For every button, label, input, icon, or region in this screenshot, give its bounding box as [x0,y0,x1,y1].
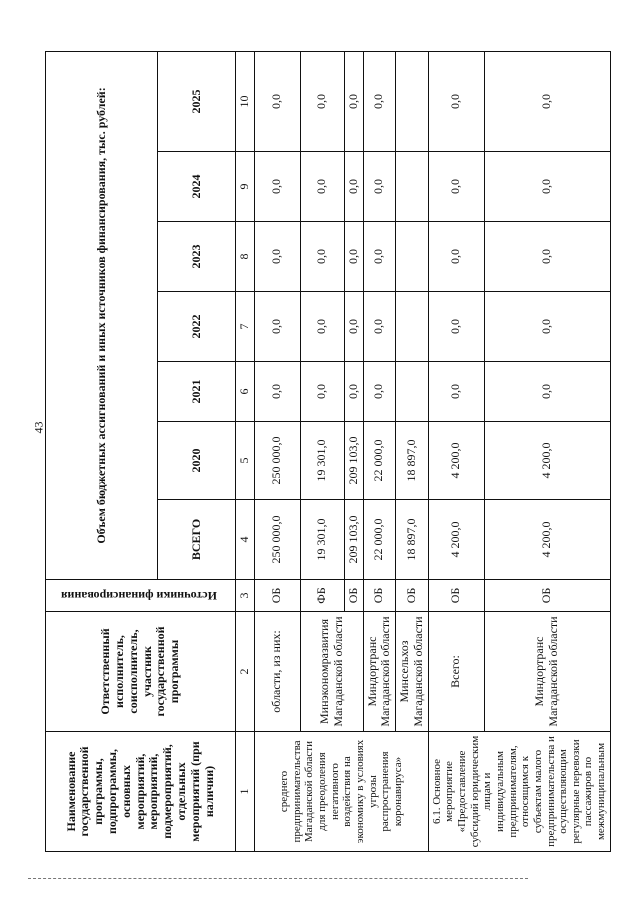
value-cell: 0,0 [484,222,610,292]
col-number: 10 [236,51,255,151]
header-responsible: Ответственный исполнитель, соисполнитель, участник государственной программы [46,612,236,732]
col-number: 1 [236,732,255,852]
responsible-cell: области, из них: [254,612,300,732]
col-number: 2 [236,612,255,732]
value-cell: 0,0 [428,51,484,151]
value-cell: 4 200,0 [428,500,484,580]
value-cell: 0,0 [344,51,363,151]
value-cell: 19 301,0 [300,422,344,500]
header-financing: Объем бюджетных ассигнований и иных источников финансирования, тыс. рублей: [46,51,158,579]
col-number: 6 [236,362,255,422]
value-cell: 0,0 [254,51,300,151]
source-cell: ОБ [428,580,484,612]
page-bottom-rule [28,878,528,879]
header-year: 2023 [158,222,236,292]
source-cell: ОБ [344,580,363,612]
value-cell: 0,0 [363,222,396,292]
value-cell: 4 200,0 [428,422,484,500]
value-cell: 18 897,0 [396,422,429,500]
responsible-cell: Миндортранс Магаданской области [363,612,396,732]
value-cell: 0,0 [428,152,484,222]
responsible-cell: Всего: [428,612,484,732]
value-cell: 209 103,0 [344,422,363,500]
table-row [300,51,344,851]
value-cell: 0,0 [484,152,610,222]
value-cell: 4 200,0 [484,422,610,500]
value-cell: 18 897,0 [396,500,429,580]
col-number: 9 [236,152,255,222]
header-source-text: Источники финансирования [60,589,217,604]
responsible-cell: Минэкономразвития Магаданской области [300,612,363,732]
col-number: 7 [236,292,255,362]
value-cell: 0,0 [300,51,344,151]
col-number: 5 [236,422,255,500]
col-number: 4 [236,500,255,580]
header-year: 2024 [158,152,236,222]
value-cell: 209 103,0 [344,500,363,580]
value-cell: 0,0 [254,152,300,222]
header-source [46,580,236,612]
header-year: 2025 [158,51,236,151]
header-year: ВСЕГО [158,500,236,580]
value-cell [396,152,429,222]
value-cell: 0,0 [363,362,396,422]
header-year: 2021 [158,362,236,422]
value-cell: 0,0 [254,222,300,292]
block2-name: 6.1. Основное мероприятие «Предоставление субсидий юридическим лицам и индивидуальным предпринимателям, относящимся к субъектам малого предпринимательства и осуществляющим регулярные перевозки пассажиров по межмуниципальным [428,732,610,852]
value-cell: 0,0 [484,362,610,422]
value-cell [396,222,429,292]
value-cell: 4 200,0 [484,500,610,580]
responsible-cell: Минсельхоз Магаданской области [396,612,429,732]
table-row [363,51,396,851]
table-row [254,51,300,851]
block1-name: среднего предпринимательства Магаданской области для преодоления негативного воздействия на экономику в условиях угрозы распространения коронавируса» [254,732,428,852]
value-cell [396,292,429,362]
source-cell: ОБ [396,580,429,612]
value-cell: 0,0 [363,152,396,222]
value-cell: 0,0 [344,362,363,422]
value-cell: 0,0 [300,222,344,292]
header-year: 2022 [158,292,236,362]
table-row [428,51,484,851]
table-row [396,51,429,851]
header-name: Наименование государственной программы, подпрограммы, основных мероприятий, мероприятий, подмероприятий, отдельных мероприятий (при наличии) [46,732,236,852]
value-cell [396,51,429,151]
value-cell [396,362,429,422]
budget-table [45,51,611,852]
source-cell: ОБ [254,580,300,612]
table-row [484,51,610,851]
value-cell: 0,0 [428,292,484,362]
value-cell: 0,0 [254,292,300,362]
budget-table-rotated [45,52,608,852]
source-cell: ОБ [363,580,396,612]
value-cell: 0,0 [344,152,363,222]
value-cell: 0,0 [300,362,344,422]
value-cell: 0,0 [363,292,396,362]
value-cell: 22 000,0 [363,422,396,500]
value-cell: 0,0 [254,362,300,422]
value-cell: 0,0 [300,292,344,362]
value-cell: 19 301,0 [300,500,344,580]
value-cell: 22 000,0 [363,500,396,580]
value-cell: 0,0 [344,292,363,362]
value-cell: 250 000,0 [254,422,300,500]
col-number: 3 [236,580,255,612]
value-cell: 0,0 [344,222,363,292]
source-cell: ФБ [300,580,344,612]
value-cell: 0,0 [428,362,484,422]
value-cell: 0,0 [484,51,610,151]
value-cell: 0,0 [300,152,344,222]
value-cell: 0,0 [484,292,610,362]
page-number: 43 [31,421,46,434]
header-year: 2020 [158,422,236,500]
value-cell: 0,0 [363,51,396,151]
col-number: 8 [236,222,255,292]
responsible-cell: Миндортранс Магаданской области [484,612,610,732]
value-cell: 0,0 [428,222,484,292]
value-cell: 250 000,0 [254,500,300,580]
source-cell: ОБ [484,580,610,612]
